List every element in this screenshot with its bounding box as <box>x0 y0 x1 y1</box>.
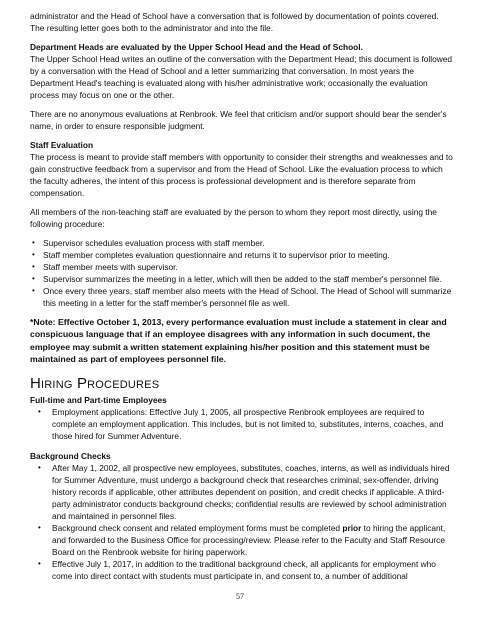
list-item-text: After May 1, 2002, all prospective new employees, substitutes, coaches, interns, as well as individuals hired for Summer Adventure, must undergo a background check that researches criminal, sex-offender, driving history records if applicable, other attributes dependent on position, and credit checks if applicable. A third-party administrator conducts background checks; confidential results are reviewed by school administration and maintained in personnel files. <box>52 463 450 522</box>
list-item <box>30 261 454 273</box>
list-item-text-start: Background check consent and related employment forms must be completed <box>52 523 343 534</box>
bullet-icon: • <box>32 286 35 295</box>
department-heads-body: The Upper School Head writes an outline of the conversation with the Department Head; this document is followed by a conversation with the Head of School and a letter summarizing that conversation. In most years the Department Head's teaching is evaluated along with his/her administrative work; occasionally the evaluation process may focus on one or the other. <box>30 54 453 100</box>
bullet-icon: • <box>32 274 35 283</box>
list-item-text: Employment applications: Effective July 1, 2005, all prospective Renbrook employees are required to complete an employment application. This includes, but is not limited to, substitutes, interns, coaches, and those hired for Summer Adventure. <box>52 407 444 442</box>
list-item <box>30 285 454 309</box>
list-item <box>30 558 454 582</box>
non-teaching-staff-paragraph: All members of the non-teaching staff are evaluated by the person to whom they report most directly, using the following procedure: <box>30 207 437 229</box>
anonymous-evaluations-paragraph: There are no anonymous evaluations at Renbrook. We feel that criticism and/or support should bear the sender's name, in order to ensure responsible judgment. <box>30 109 447 131</box>
staff-evaluation-heading: Staff Evaluation <box>30 140 94 150</box>
list-item <box>30 406 454 442</box>
list-item-text: Effective July 1, 2017, in addition to the traditional background check, all applicants for employment who come into direct contact with students must participate in, and consent to, a number of additional <box>52 559 436 582</box>
staff-evaluation-body: The process is meant to provide staff members with opportunity to consider their strengths and weaknesses and to gain constructive feedback from a supervisor and from the Head of School. Like the evaluation process to which the faculty adheres, the intent of this process is professional development and is therefore separate from compensation. <box>30 152 453 198</box>
bullet-icon: • <box>32 238 35 247</box>
bullet-icon: • <box>32 262 35 271</box>
list-item-text: Supervisor summarizes the meeting in a letter, which will then be added to the staff member's personnel file. <box>43 274 442 284</box>
page-number: 57 <box>236 592 244 601</box>
bullet-icon: • <box>38 523 41 533</box>
bullet-icon: • <box>38 407 41 417</box>
background-checks-list <box>30 462 454 582</box>
list-item <box>30 249 454 261</box>
list-item <box>30 237 454 249</box>
list-item-emphasis: prior <box>342 523 362 534</box>
bullet-icon: • <box>38 559 41 569</box>
background-checks-heading: Background Checks <box>30 451 111 462</box>
list-item-text: Supervisor schedules evaluation process with staff member. <box>43 238 265 248</box>
department-heads-section <box>30 41 454 101</box>
list-item <box>30 273 454 285</box>
staff-evaluation-section <box>30 139 454 309</box>
bullet-icon: • <box>32 250 35 259</box>
bullet-icon: • <box>38 463 41 473</box>
intro-paragraph: administrator and the Head of School have a conversation that is followed by documentation of points covered. The resulting letter goes both to the administrator and into the file. <box>30 11 439 33</box>
hiring-procedures-section <box>30 375 454 582</box>
list-item-text: Staff member meets with supervisor. <box>43 262 178 272</box>
page-content <box>30 10 454 590</box>
full-part-time-list <box>30 406 454 442</box>
evaluation-note: *Note: Effective October 1, 2013, every performance evaluation must include a statement in clear and conspicuous language that if an employee disagrees with any information in such document, the employee may submit a written statement explaining his/her position and this statement must be maintained as part of employees personnel file. <box>30 317 447 364</box>
hiring-procedures-title: Hiring Procedures <box>30 375 160 393</box>
list-item <box>30 462 454 522</box>
list-item-text: Staff member completes evaluation questionnaire and returns it to supervisor prior to meeting. <box>43 250 390 260</box>
department-heads-heading: Department Heads are evaluated by the Upper School Head and the Head of School. <box>30 42 363 52</box>
staff-procedure-list <box>30 237 454 309</box>
full-part-time-heading: Full-time and Part-time Employees <box>30 395 167 406</box>
list-item-text-end: to hiring the applicant, and forwarded to the Business Office for processing/review. Please refer to the Faculty and Staff Resource Board on the Renbrook website for hiring paperwork. <box>52 523 446 558</box>
list-item-text: Once every three years, staff member also meets with the Head of School. The Head of School will summarize this meeting in a letter for the staff member's personnel file as well. <box>43 286 452 308</box>
list-item <box>30 522 454 558</box>
